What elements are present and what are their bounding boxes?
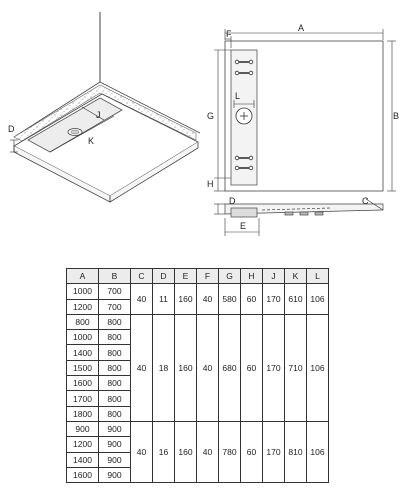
cell-length-a: 1000: [67, 284, 99, 299]
column-header: F: [197, 269, 219, 284]
cell-length-a: 900: [67, 421, 99, 436]
cell-shared-k: 810: [285, 421, 307, 482]
cell-width-b: 900: [99, 437, 131, 452]
cell-width-b: 800: [99, 330, 131, 345]
cell-shared-l: 106: [307, 314, 329, 421]
label-b: B: [393, 111, 400, 121]
cell-length-a: 1600: [67, 376, 99, 391]
cell-shared-l: 106: [307, 284, 329, 315]
table-row: [67, 314, 329, 329]
cell-shared-f: 40: [197, 421, 219, 482]
label-c: C: [362, 196, 369, 206]
cell-length-a: 1800: [67, 406, 99, 421]
cell-length-a: 1200: [67, 437, 99, 452]
column-header: C: [131, 269, 153, 284]
column-header: L: [307, 269, 329, 284]
cell-shared-j: 170: [263, 314, 285, 421]
cell-shared-f: 40: [197, 314, 219, 421]
cell-shared-h: 60: [241, 284, 263, 315]
cell-width-b: 800: [99, 376, 131, 391]
cell-shared-d: 18: [153, 314, 175, 421]
cell-length-a: 1400: [67, 452, 99, 467]
drain-hole-plan-icon: [236, 108, 252, 124]
cell-shared-g: 580: [219, 284, 241, 315]
cell-shared-h: 60: [241, 314, 263, 421]
column-header: K: [285, 269, 307, 284]
cell-width-b: 800: [99, 314, 131, 329]
cell-shared-d: 11: [153, 284, 175, 315]
column-header: J: [263, 269, 285, 284]
label-d-side: D: [229, 196, 236, 206]
label-e: E: [240, 221, 247, 231]
dimensions-table: [66, 268, 329, 483]
label-k-iso: K: [88, 136, 95, 146]
column-header: H: [241, 269, 263, 284]
cell-length-a: 1200: [67, 299, 99, 314]
drain-body: [231, 208, 257, 217]
column-header: E: [175, 269, 197, 284]
table-row: [67, 421, 329, 436]
cell-length-a: 1700: [67, 391, 99, 406]
cell-length-a: 1000: [67, 330, 99, 345]
cell-width-b: 900: [99, 421, 131, 436]
cell-length-a: 1500: [67, 360, 99, 375]
cell-shared-k: 610: [285, 284, 307, 315]
label-f: F: [226, 29, 232, 39]
cell-shared-l: 106: [307, 421, 329, 482]
cell-length-a: 800: [67, 314, 99, 329]
cell-shared-k: 710: [285, 314, 307, 421]
cell-width-b: 700: [99, 299, 131, 314]
cell-shared-f: 40: [197, 284, 219, 315]
cell-shared-d: 16: [153, 421, 175, 482]
cell-shared-c: 40: [131, 314, 153, 421]
cell-width-b: 700: [99, 284, 131, 299]
label-l: L: [235, 91, 241, 101]
cell-width-b: 900: [99, 452, 131, 467]
plan-view: [225, 41, 383, 191]
cell-shared-c: 40: [131, 284, 153, 315]
cell-shared-j: 170: [263, 421, 285, 482]
label-a: A: [298, 23, 305, 33]
cell-shared-c: 40: [131, 421, 153, 482]
cell-shared-e: 160: [175, 421, 197, 482]
cell-shared-e: 160: [175, 284, 197, 315]
isometric-view: [10, 12, 200, 202]
cell-width-b: 800: [99, 345, 131, 360]
column-header: A: [67, 269, 99, 284]
cell-shared-g: 780: [219, 421, 241, 482]
label-j-iso: J: [96, 110, 101, 120]
cell-shared-g: 680: [219, 314, 241, 421]
label-h: H: [207, 179, 214, 189]
cell-shared-e: 160: [175, 314, 197, 421]
table-header-row: [67, 269, 329, 284]
cell-shared-j: 170: [263, 284, 285, 315]
cell-width-b: 900: [99, 467, 131, 482]
column-header: B: [99, 269, 131, 284]
cell-shared-h: 60: [241, 421, 263, 482]
label-d-iso: D: [8, 124, 15, 134]
cell-width-b: 800: [99, 360, 131, 375]
cell-length-a: 1600: [67, 467, 99, 482]
cell-length-a: 1400: [67, 345, 99, 360]
table-row: [67, 284, 329, 299]
cell-width-b: 800: [99, 406, 131, 421]
label-g: G: [207, 111, 215, 121]
column-header: G: [219, 269, 241, 284]
column-header: D: [153, 269, 175, 284]
cell-width-b: 800: [99, 391, 131, 406]
